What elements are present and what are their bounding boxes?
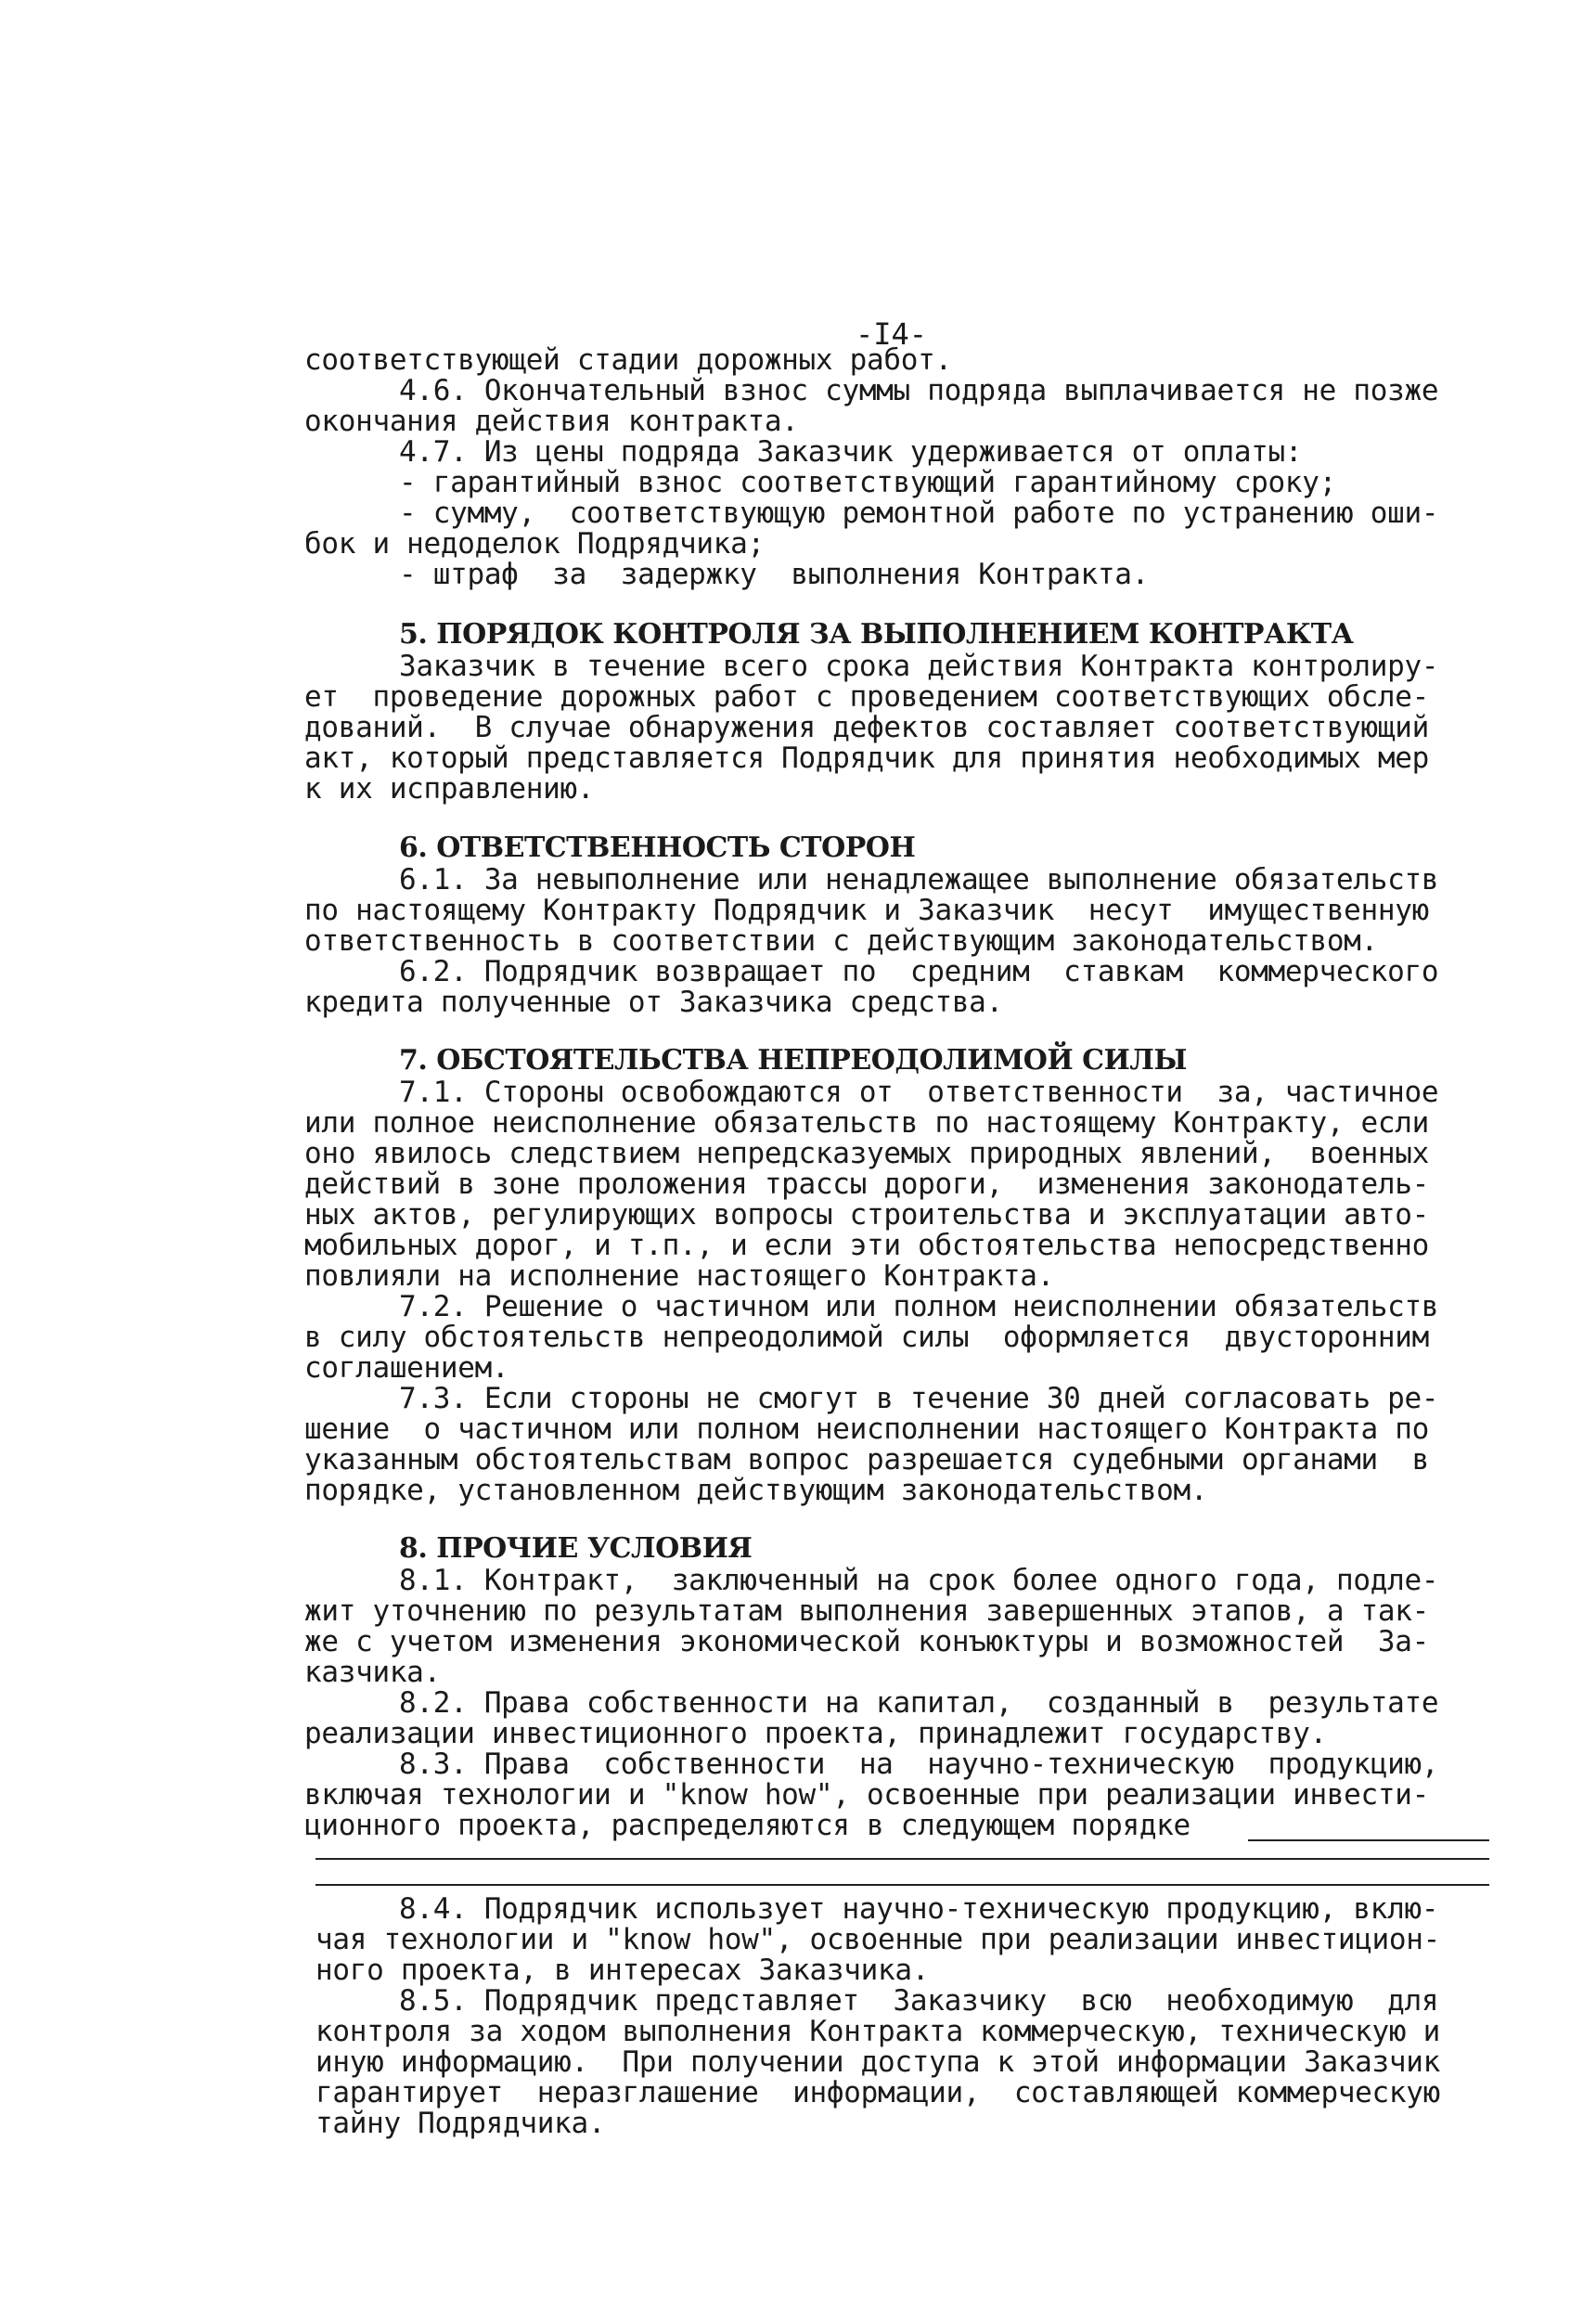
text-line: акт, который представляется Подрядчик для принятия необходимых мер: [304, 742, 1429, 775]
text-line: 6.1. За невыполнение или ненадлежащее выполнение обязательств: [399, 863, 1439, 897]
text-line: кредита полученные от Заказчика средства.: [304, 986, 1003, 1019]
section-heading: 7. ОБСТОЯТЕЛЬСТВА НЕПРЕОДОЛИМОЙ СИЛЫ: [399, 1044, 1187, 1077]
text-line: 7.3. Если стороны не смогут в течение 30 дней согласовать ре-: [399, 1382, 1439, 1415]
text-line: окончания действия контракта.: [304, 405, 799, 438]
text-line: соглашением.: [304, 1351, 509, 1385]
text-line: шение о частичном или полном неисполнении настоящего Контракта по: [304, 1412, 1429, 1446]
text-line: 7.2. Решение о частичном или полном неисполнении обязательств: [399, 1290, 1439, 1323]
text-line: ного проекта, в интересах Заказчика.: [315, 1954, 930, 1987]
text-line: - гарантийный взнос соответствующий гарантийному сроку;: [399, 466, 1336, 499]
text-line: казчика.: [304, 1656, 441, 1689]
text-line: - штраф за задержку выполнения Контракта.: [399, 558, 1149, 591]
text-line: 6.2. Подрядчик возвращает по средним ставкам коммерческого: [399, 955, 1439, 988]
text-line: тайну Подрядчика.: [315, 2107, 606, 2140]
section-heading: 8. ПРОЧИЕ УСЛОВИЯ: [399, 1532, 753, 1565]
text-line: чая технологии и "know how", освоенные при реализации инвестицион-: [315, 1923, 1440, 1956]
text-line: 4.7. Из цены подряда Заказчик удерживается от оплаты:: [399, 435, 1303, 469]
text-line: же с учетом изменения экономической конъюктуры и возможностей За-: [304, 1625, 1429, 1658]
text-line: 7.1. Стороны освобождаются от ответственности за, частичное: [399, 1076, 1439, 1109]
text-line: порядке, установленном действующим законодательством.: [304, 1474, 1208, 1507]
text-line: включая технологии и "know how", освоенные при реализации инвести-: [304, 1778, 1429, 1812]
text-line: 8.5. Подрядчик представляет Заказчику всю необходимую для: [399, 1984, 1439, 2018]
page-number: -I4-: [856, 316, 928, 352]
text-line: иную информацию. При получении доступа к этой информации Заказчик: [315, 2045, 1440, 2079]
section-heading: 6. ОТВЕТСТВЕННОСТЬ СТОРОН: [399, 832, 916, 864]
text-line: ных актов, регулирующих вопросы строительства и эксплуатации авто-: [304, 1198, 1429, 1232]
text-line: соответствующей стадии дорожных работ.: [304, 343, 952, 377]
text-line: указанным обстоятельствам вопрос разрешается судебными органами в: [304, 1443, 1429, 1477]
text-line: реализации инвестиционного проекта, принадлежит государству.: [304, 1717, 1327, 1750]
section-heading: 5. ПОРЯДОК КОНТРОЛЯ ЗА ВЫПОЛНЕНИЕМ КОНТРАКТА: [399, 618, 1354, 651]
text-line: ответственность в соответствии с действующим законодательством.: [304, 924, 1378, 958]
text-line: 4.6. Окончательный взнос суммы подряда выплачивается не позже: [399, 374, 1439, 407]
text-line: мобильных дорог, и т.п., и если эти обстоятельства непосредственно: [304, 1229, 1429, 1262]
text-line: контроля за ходом выполнения Контракта коммерческую, техническую и: [315, 2015, 1440, 2048]
text-line: по настоящему Контракту Подрядчик и Заказчик несут имущественную: [304, 894, 1429, 927]
text-line: действий в зоне проложения трассы дороги, изменения законодатель-: [304, 1167, 1429, 1201]
text-line: жит уточнению по результатам выполнения завершенных этапов, а так-: [304, 1594, 1429, 1628]
text-line: повлияли на исполнение настоящего Контракта.: [304, 1259, 1054, 1293]
text-line: оно явилось следствием непредсказуемых природных явлений, военных: [304, 1137, 1429, 1170]
blank-fill-line: [315, 1884, 1489, 1886]
text-line: 8.1. Контракт, заключенный на срок более одного года, подле-: [399, 1564, 1439, 1597]
blank-fill-line: [315, 1858, 1489, 1860]
text-line: к их исправлению.: [304, 772, 595, 806]
text-line: бок и недоделок Подрядчика;: [304, 527, 765, 561]
text-line: ционного проекта, распределяются в следующем порядке: [304, 1809, 1191, 1842]
text-line: дований. В случае обнаружения дефектов составляет соответствующий: [304, 711, 1429, 744]
text-line: ет проведение дорожных работ с проведением соответствующих обсле-: [304, 680, 1429, 714]
text-line: или полное неисполнение обязательств по настоящему Контракту, если: [304, 1106, 1429, 1140]
text-line: - сумму, соответствующую ремонтной работе по устранению оши-: [399, 497, 1439, 530]
blank-fill-line: [1248, 1839, 1489, 1841]
text-line: 8.4. Подрядчик использует научно-техническую продукцию, вклю-: [399, 1892, 1439, 1926]
text-line: гарантирует неразглашение информации, составляющей коммерческую: [315, 2076, 1440, 2109]
text-line: 8.3. Права собственности на научно-техническую продукцию,: [399, 1748, 1439, 1781]
text-line: 8.2. Права собственности на капитал, созданный в результате: [399, 1686, 1439, 1720]
text-line: в силу обстоятельств непреодолимой силы оформляется двусторонним: [304, 1321, 1429, 1354]
text-line: Заказчик в течение всего срока действия Контракта контролиру-: [399, 650, 1439, 683]
